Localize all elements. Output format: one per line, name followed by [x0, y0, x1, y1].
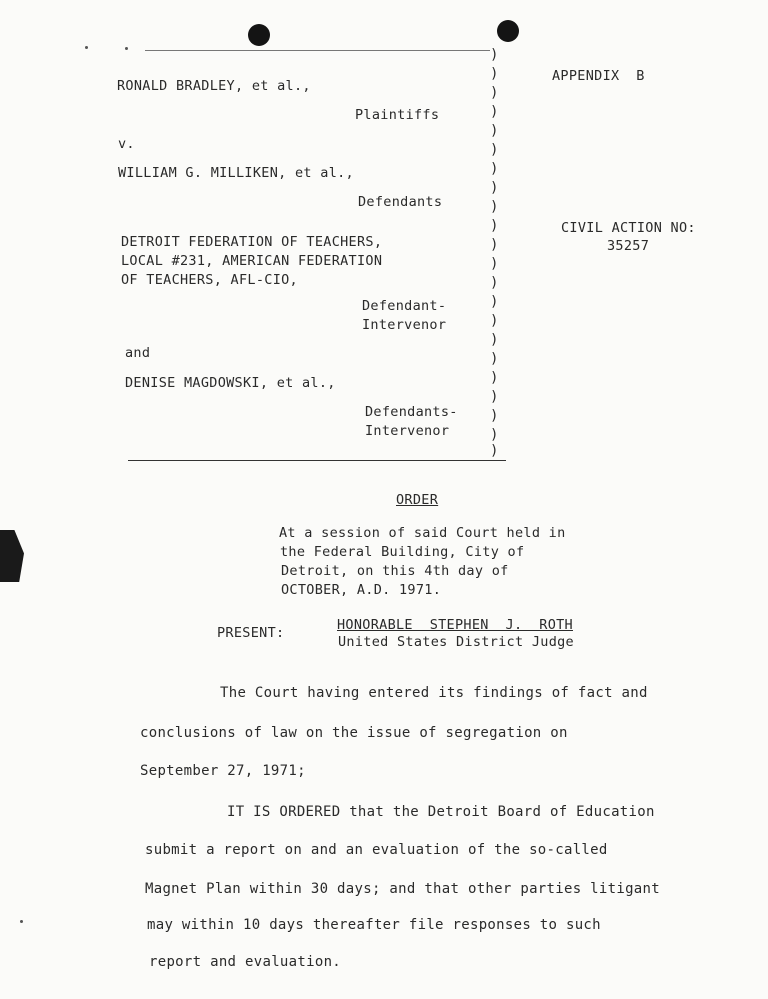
plaintiff-role: Plaintiffs: [355, 107, 440, 123]
intervenor1-line3: OF TEACHERS, AFL-CIO,: [121, 272, 298, 288]
caption-paren-column: ) ) ) ) ) ) ) ) ) ) ) ) ) ) ) ) ) ) ) ) ) ): [490, 47, 499, 459]
civil-action-label: CIVIL ACTION NO:: [561, 220, 696, 236]
paragraph2-line4: may within 10 days thereafter file responses to such: [147, 917, 601, 933]
paragraph1-line2: conclusions of law on the issue of segregation on: [140, 725, 568, 741]
defendant-role: Defendants: [358, 194, 443, 210]
punch-hole-left: [248, 24, 270, 46]
intervenor2-name: DENISE MAGDOWSKI, et al.,: [125, 375, 336, 391]
session-line2: the Federal Building, City of: [280, 544, 525, 560]
paragraph1-line3: September 27, 1971;: [140, 763, 306, 779]
paragraph1-line1: The Court having entered its findings of fact and: [220, 685, 648, 701]
intervenor2-role-line1: Defendants-: [365, 404, 458, 420]
plaintiff-name: RONALD BRADLEY, et al.,: [117, 78, 311, 94]
caption-bottom-rule: [128, 460, 506, 461]
binding-tab-mark: [0, 530, 24, 582]
punch-hole-right: [497, 20, 519, 42]
judge-name: HONORABLE STEPHEN J. ROTH: [337, 617, 573, 633]
judge-title: United States District Judge: [338, 634, 574, 650]
scan-speck: [125, 47, 128, 50]
defendant-name: WILLIAM G. MILLIKEN, et al.,: [118, 165, 354, 181]
paragraph2-line2: submit a report on and an evaluation of the so-called: [145, 842, 608, 858]
intervenor1-role-line2: Intervenor: [362, 317, 447, 333]
session-line1: At a session of said Court held in: [279, 525, 566, 541]
versus: v.: [118, 136, 135, 152]
intervenor1-line2: LOCAL #231, AMERICAN FEDERATION: [121, 253, 383, 269]
paragraph2-line1: IT IS ORDERED that the Detroit Board of Education: [227, 804, 655, 820]
paragraph2-line5: report and evaluation.: [149, 954, 342, 970]
paragraph2-line3: Magnet Plan within 30 days; and that other parties litigant: [145, 881, 660, 897]
caption-top-rule: [145, 50, 490, 51]
order-title: ORDER: [396, 492, 439, 508]
session-line3: Detroit, on this 4th day of: [281, 563, 509, 579]
conjunction: and: [125, 345, 151, 361]
intervenor2-role-line2: Intervenor: [365, 423, 450, 439]
intervenor1-line1: DETROIT FEDERATION OF TEACHERS,: [121, 234, 383, 250]
civil-action-number: 35257: [607, 238, 650, 254]
appendix-label: APPENDIX B: [552, 68, 645, 84]
scan-speck: [20, 920, 23, 923]
present-label: PRESENT:: [217, 625, 285, 641]
scan-speck: [85, 46, 88, 49]
session-line4: OCTOBER, A.D. 1971.: [281, 582, 442, 598]
intervenor1-role-line1: Defendant-: [362, 298, 447, 314]
